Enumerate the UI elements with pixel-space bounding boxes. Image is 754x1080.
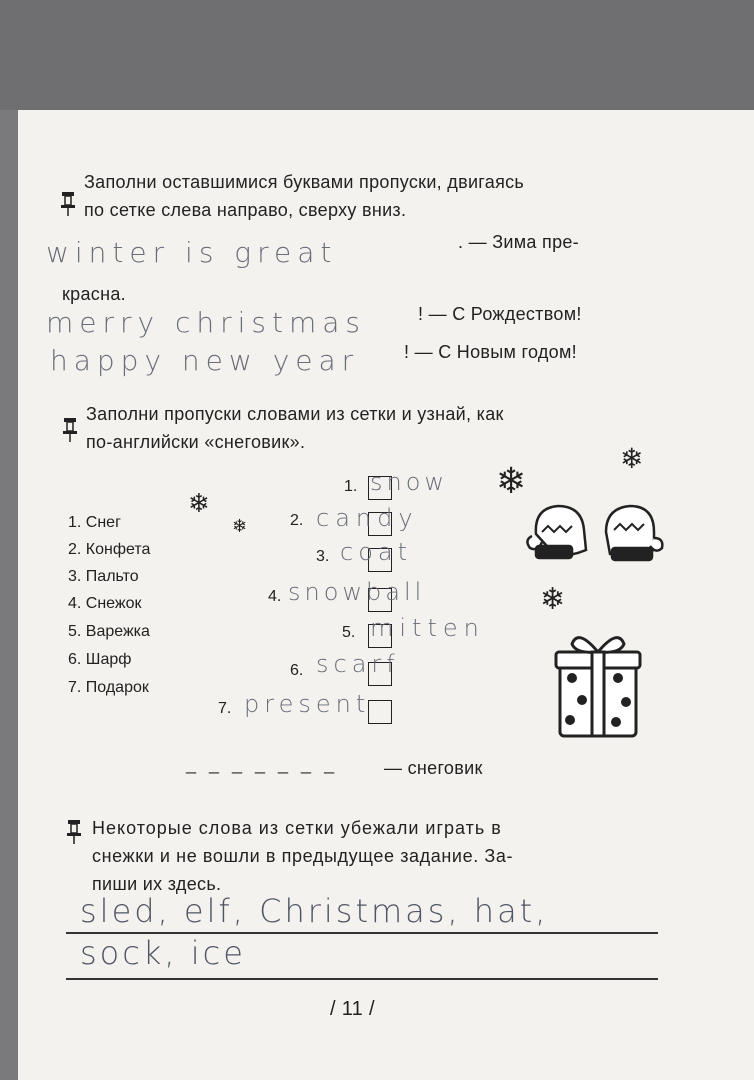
task3-answer-line1: sled, elf, Christmas, hat, [80, 892, 549, 930]
result-suffix: — снеговик [384, 758, 483, 778]
task2-instruction-line1: Заполни пропуски словами из сетки и узнай, как [86, 404, 504, 424]
crossword-number: 5. [342, 624, 356, 641]
crossword-number: 7. [218, 700, 232, 717]
task3-answer-line2: sock, ice [80, 934, 246, 972]
crossword-number: 3. [316, 548, 330, 565]
snowflake-icon: ❄ [188, 488, 210, 518]
background-top [0, 0, 754, 110]
pin-icon [66, 818, 82, 844]
page-number-value: 11 [341, 998, 364, 1020]
task1-answer-3: happy new year [50, 344, 360, 377]
crossword-answer-7: present [244, 690, 371, 718]
task1-answer-1: winter is great [46, 236, 338, 269]
page-number: / 11 / [330, 998, 375, 1020]
task2-instruction-line2: по-английски «снеговик». [86, 432, 306, 452]
task1-instruction-line2: по сетке слева направо, сверху вниз. [84, 200, 407, 220]
task1-row2-suffix: ! — С Рождеством! [418, 304, 582, 324]
list-item: 2. Конфета [68, 541, 151, 558]
crossword-answer-1: snow [370, 468, 449, 496]
crossword-answer-2: candy [316, 504, 419, 532]
task3-instruction-line2: снежки и не вошли в предыдущее задание. За- [92, 846, 514, 866]
crossword-number: 6. [290, 662, 304, 679]
task1-instruction-line1: Заполни оставшимися буквами пропуски, двигаясь [84, 172, 525, 192]
crossword-answer-6: scarf [316, 650, 400, 678]
task1-row1-suffix: . — Зима пре- [458, 232, 579, 252]
crossword-key-cell [368, 700, 392, 724]
snowflake-icon: ❄ [540, 583, 566, 616]
crossword-number: 4. [268, 588, 282, 605]
crossword-number: 2. [290, 512, 304, 529]
crossword-answer-5: mitten [370, 614, 485, 642]
mittens-icon [526, 494, 666, 579]
crossword-answer-3: coat [340, 538, 412, 566]
task3-instruction-line1: Некоторые слова из сетки убежали играть в [92, 818, 502, 838]
task1-row1-continued: красна. [62, 284, 126, 304]
list-item: 5. Варежка [68, 623, 150, 640]
pin-icon [62, 416, 78, 442]
list-item: 6. Шарф [68, 651, 132, 668]
task3-instruction-line3: пиши их здесь. [92, 874, 222, 894]
task1-row3-suffix: ! — С Новым годом! [404, 342, 577, 362]
result-dashes: _ _ _ _ _ _ _ [186, 754, 339, 774]
crossword-answer-4: snowball [288, 578, 426, 606]
list-item: 7. Подарок [68, 679, 149, 696]
list-item: 4. Снежок [68, 595, 142, 612]
snowflake-icon: ❄ [496, 460, 527, 501]
writing-line [66, 978, 658, 980]
snowflake-icon: ❄ [620, 443, 644, 474]
snowflake-icon: ❄ [232, 516, 248, 536]
pin-icon [60, 190, 76, 216]
crossword-number: 1. [344, 478, 358, 495]
list-item: 1. Снег [68, 514, 121, 531]
gift-icon [552, 626, 644, 745]
task1-answer-2: merry christmas [46, 306, 367, 339]
list-item: 3. Пальто [68, 568, 139, 585]
